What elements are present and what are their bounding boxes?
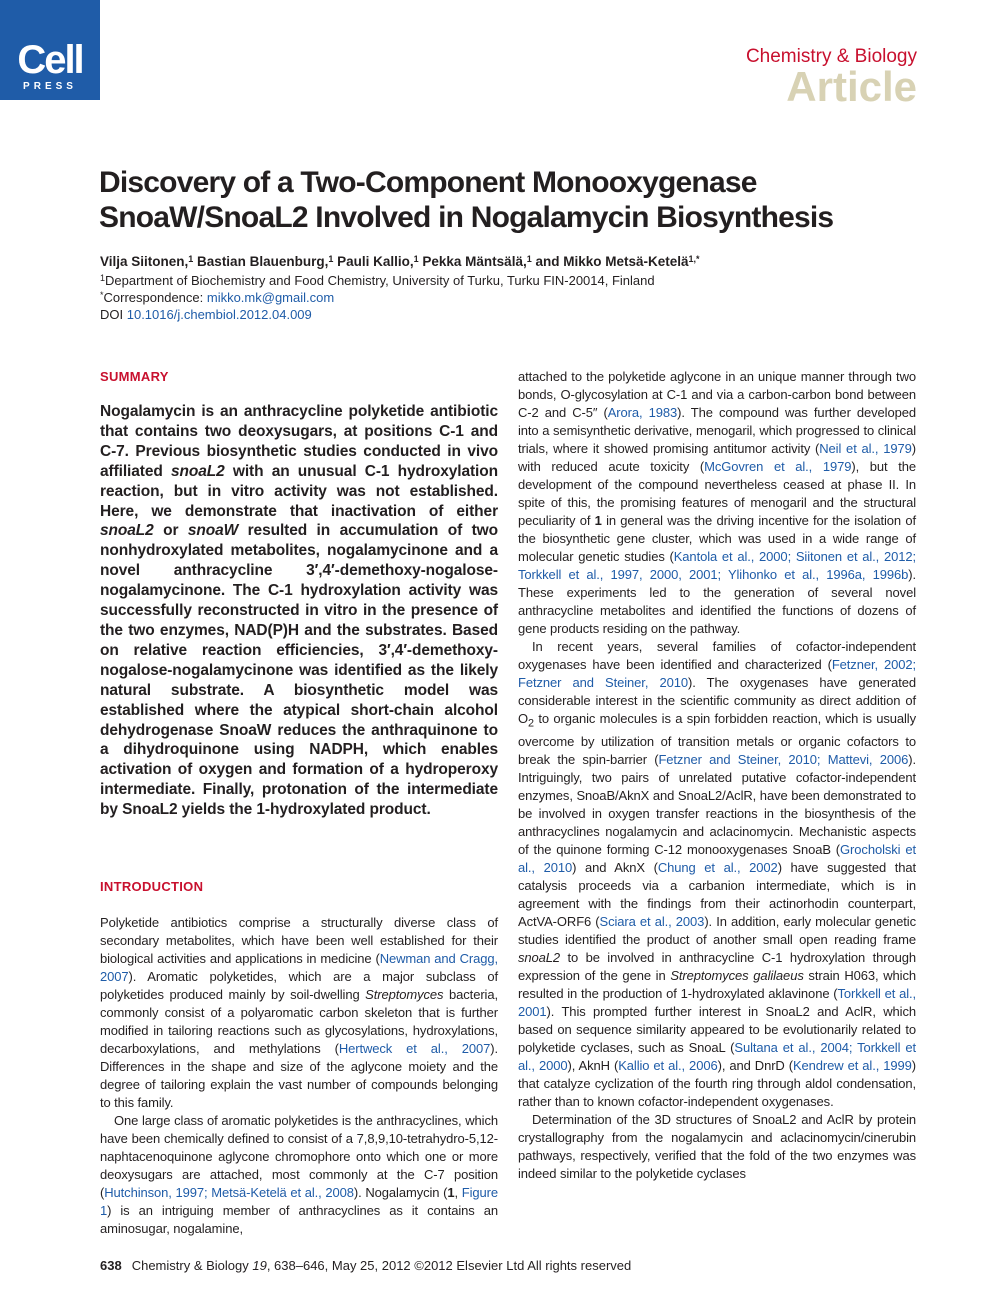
body-text: ). Intriguingly, two pairs of unrelated putative cofactor-independent enzymes, SnoaB/AknX and SnoaL2/AclR, have been demonstrated to be involved in oxygen transfer reactions in the biosynthesis of the anthracyclines nogalamycin and aclacinomycin. Mechanistic aspects of the quinone forming C-12 monooxygenases SnoaB ( bbox=[518, 751, 916, 857]
correspondence-label: Correspondence: bbox=[103, 290, 207, 305]
right-column-body bbox=[518, 368, 916, 1183]
email-link[interactable]: mikko.mk@gmail.com bbox=[206, 290, 335, 305]
body-text: attached to the polyketide aglycone in an unique manner through two bonds, O-glycosylation at C-1 and via a carbon-carbon bond between C-2 and C-5″ ( bbox=[518, 369, 916, 420]
correspondence-marker: * bbox=[100, 290, 104, 300]
body-text: to be involved in anthracycline C-1 hydroxylation through expression of the gene in bbox=[518, 949, 916, 983]
body-text: ). In addition, early molecular genetic studies identified the product of another small open reading frame bbox=[518, 913, 916, 947]
body-text: ) that catalyze cyclization of the fourth ring through aldol condensation, rather than to known cofactor-independent oxygenases. bbox=[518, 1057, 916, 1109]
affiliation-marker: 1 bbox=[413, 254, 419, 264]
body-text: ). Nogalamycin ( bbox=[353, 1185, 448, 1200]
citation-link[interactable]: Fetzner, 2002; Fetzner and Steiner, 2010 bbox=[518, 657, 916, 690]
body-text: ), AknH ( bbox=[567, 1057, 619, 1073]
summary-heading: SUMMARY bbox=[100, 369, 169, 384]
citation-link[interactable]: Fetzner and Steiner, 2010; Mattevi, 2006 bbox=[658, 751, 909, 767]
affiliation-marker: 1 bbox=[100, 273, 106, 283]
body-paragraph bbox=[518, 638, 916, 1111]
body-text: ). Differences in the shape and size of the aglycone moiety and the degree of tailoring explain the vast number of compounds belonging to this family. bbox=[100, 1041, 498, 1110]
body-text: Determination of the 3D structures of SnoaL2 and AclR by protein crystallography from the nogalamycin and aclacinomycin/cinerubin pathways, respectively, verified that the fold of the two enzymes was indeed similar to the polyketide cyclases bbox=[518, 1111, 916, 1181]
affiliation bbox=[100, 272, 920, 289]
article-type: Article bbox=[786, 63, 917, 110]
gene-name: snoaL2 bbox=[100, 522, 154, 540]
summary-text: or bbox=[153, 522, 188, 540]
body-text: ) have suggested that catalysis proceeds via a carbanion intermediate, which is in agreement with the findings from their actinorhodin counterpart, ActVA-ORF6 ( bbox=[518, 859, 917, 929]
body-paragraph bbox=[100, 1112, 498, 1238]
introduction-heading: INTRODUCTION bbox=[100, 879, 204, 894]
body-text: ) is an intriguing member of anthracyclines as it contains an aminosugar, nogalamine, bbox=[100, 1203, 498, 1236]
author-name: Bastian Blauenburg, bbox=[193, 254, 329, 269]
italic-term: Streptomyces bbox=[365, 987, 444, 1002]
footer-journal: Chemistry & Biology bbox=[131, 1258, 253, 1273]
body-paragraph bbox=[518, 368, 916, 638]
gene-name: snoaW bbox=[187, 522, 239, 540]
introduction-body bbox=[100, 914, 498, 1238]
author-name: Vilja Siitonen, bbox=[100, 254, 189, 269]
citation-link[interactable]: Kendrew et al., 1999 bbox=[792, 1057, 912, 1073]
body-text: strain H063, which resulted in the production of 1-hydroxylated aklavinone ( bbox=[518, 967, 916, 1001]
cell-press-logo bbox=[0, 0, 100, 100]
logo-word: Cell bbox=[17, 38, 83, 82]
summary-text: Nogalamycin is an anthracycline polyketide antibiotic that contains two deoxysugars, at positions C-1 and C-7. Previous biosynthetic studies conducted in vivo affiliated bbox=[100, 403, 498, 480]
body-paragraph bbox=[100, 914, 498, 1112]
page-number: 638 bbox=[100, 1258, 122, 1273]
subscript: 2 bbox=[528, 717, 534, 730]
citation-link[interactable]: Hutchinson, 1997; Metsä-Ketelä et al., 2008 bbox=[104, 1185, 354, 1200]
citation-link[interactable]: Sultana et al., 2004; Torkkell et al., 2000 bbox=[518, 1039, 916, 1073]
citation-link[interactable]: Grocholski et al., 2010 bbox=[518, 841, 917, 875]
journal-name: Chemistry & Biology bbox=[745, 46, 917, 67]
citation-link[interactable]: Newman and Cragg, 2007 bbox=[100, 951, 498, 984]
citation-link[interactable]: Kallio et al., 2006 bbox=[618, 1057, 718, 1073]
body-text: ). Aromatic polyketides, which are a major subclass of polyketides produced mainly by soil-dwelling bbox=[100, 969, 498, 1002]
citation-link[interactable]: Sciara et al., 2003 bbox=[599, 913, 705, 929]
summary-text: with an unusual C-1 hydroxylation reaction, but in vitro activity was not established. Here, we demonstrate that inactivation of either bbox=[100, 462, 498, 520]
affiliation-text: Department of Biochemistry and Food Chemistry, University of Turku, Turku FIN-20014, Finland bbox=[105, 273, 655, 288]
footer-volume: 19 bbox=[252, 1258, 267, 1273]
citation-link[interactable]: Arora, 1983 bbox=[607, 405, 678, 420]
body-text: ), but the development of the compound nevertheless ceased at phase II. In spite of this, the promising features of menogaril and the structural peculiarity of bbox=[518, 459, 917, 528]
citation-link[interactable]: McGovren et al., 1979 bbox=[704, 459, 852, 474]
author-name: and Mikko Metsä-Ketelä bbox=[531, 254, 689, 269]
compound-number: 1 bbox=[594, 513, 602, 528]
citation-link[interactable]: Chung et al., 2002 bbox=[657, 859, 778, 875]
citation-link[interactable]: Hertweck et al., 2007 bbox=[338, 1041, 491, 1056]
compound-number: 1 bbox=[447, 1185, 455, 1200]
paper-title: Discovery of a Two-Component Monooxygenase SnoaW/SnoaL2 Involved in Nogalamycin Biosynthesis bbox=[99, 166, 834, 234]
body-text: Polyketide antibiotics comprise a structurally diverse class of secondary metabolites, which have been well established for their biological activities and applications in medicine ( bbox=[100, 915, 498, 966]
body-paragraph bbox=[518, 1111, 916, 1183]
page-footer bbox=[100, 1258, 631, 1274]
footer-citation: , 638–646, May 25, 2012 ©2012 Elsevier Ltd All rights reserved bbox=[266, 1258, 632, 1273]
body-text: ). The oxygenases have generated considerable interest in the scientific community as direct addition of O bbox=[518, 675, 916, 726]
doi-label: DOI bbox=[100, 307, 127, 322]
body-text: , bbox=[454, 1185, 462, 1200]
body-text: in general was the driving incentive for the isolation of the biosynthetic gene cluster, which was used in a wide range of molecular genetic studies ( bbox=[518, 513, 916, 564]
doi-link[interactable]: 10.1016/j.chembiol.2012.04.009 bbox=[126, 307, 312, 322]
body-text: ). The compound was further developed into a semisynthetic derivative, menogaril, which progressed to clinical trials, where it showed promising antitumor activity ( bbox=[518, 405, 916, 456]
summary-paragraph bbox=[100, 402, 498, 820]
logo-press: PRESS bbox=[23, 81, 77, 92]
gene-name: snoaL2 bbox=[170, 462, 225, 480]
author-name: Pekka Mäntsälä, bbox=[418, 254, 527, 269]
body-text: ) and AknX ( bbox=[572, 859, 658, 875]
body-text: ) with reduced acute toxicity ( bbox=[518, 441, 916, 474]
author-list bbox=[100, 253, 920, 270]
doi-line bbox=[100, 306, 920, 323]
citation-link[interactable]: Torkkell et al., 2001 bbox=[518, 985, 917, 1019]
body-text: In recent years, several families of cofactor-independent oxygenases have been identified and characterized ( bbox=[518, 639, 916, 672]
species-name: Streptomyces galilaeus bbox=[670, 967, 804, 983]
affiliation-marker: 1 bbox=[526, 254, 532, 264]
citation-link[interactable]: Kantola et al., 2000; Siitonen et al., 2012; Torkkell et al., 1997, 2000, 2001; Ylihonko et al., 1996a, 1996b bbox=[518, 549, 916, 582]
citation-link[interactable]: Neil et al., 1979 bbox=[819, 441, 912, 456]
summary-text: resulted in accumulation of two nonhydroxylated metabolites, nogalamycinone and a novel anthracycline 3′,4′-demethoxy-nogalose-nogalamycinone. The C-1 hydroxylation activity was successfully reconstructed in vitro in the presence of the two enzymes, NAD(P)H and the substrates. Based on relative reaction efficiencies, 3′,4′-demethoxy-nogalose-nogalamycinone was identified as the likely natural substrate. A biosynthetic model was established where the atypical short-chain alcohol dehydrogenase SnoaW reduces the anthraquinone to a dihydroquinone using NADPH, which enables activation of oxygen and formation of a hydroperoxy intermediate. Finally, protonation of the intermediate by SnoaL2 yields the 1-hydroxylated product. bbox=[100, 522, 498, 819]
figure-link[interactable]: Figure 1 bbox=[100, 1185, 498, 1218]
body-text: One large class of aromatic polyketides is the anthracyclines, which have been chemically defined to consist of a 7,8,9,10-tetrahydro-5,12-naphtacenoquinone aglycone chromophore onto which one or more deoxysugars are attached, most commonly at the C-7 position ( bbox=[100, 1113, 498, 1200]
body-text: ). These experiments led to the generation of several novel anthracycline metabolites and identified the functions of dozens of gene products residing on the pathway. bbox=[518, 567, 916, 636]
affiliation-marker: 1 bbox=[328, 254, 334, 264]
body-text: ), and DnrD ( bbox=[717, 1057, 793, 1073]
affiliation-marker: 1,* bbox=[688, 254, 700, 264]
gene-name: snoaL2 bbox=[518, 949, 561, 965]
body-text: ). This prompted further interest in SnoaL2 and AclR, which based on sequence similarity appeared to be evolutionarily related to polyketide cyclases, such as SnoaL ( bbox=[518, 1003, 916, 1055]
affiliation-marker: 1 bbox=[188, 254, 194, 264]
correspondence bbox=[100, 289, 920, 306]
author-name: Pauli Kallio, bbox=[333, 254, 414, 269]
body-text: bacteria, commonly consist of a polyaromatic carbon skeleton that is further modified in tailoring reactions such as glycosylations, hydroxylations, decarboxylations, and methylations ( bbox=[100, 987, 498, 1056]
body-text: to organic molecules is a spin forbidden reaction, which is usually overcome by utilization of transition metals or organic cofactors to break the spin-barrier ( bbox=[518, 711, 916, 767]
